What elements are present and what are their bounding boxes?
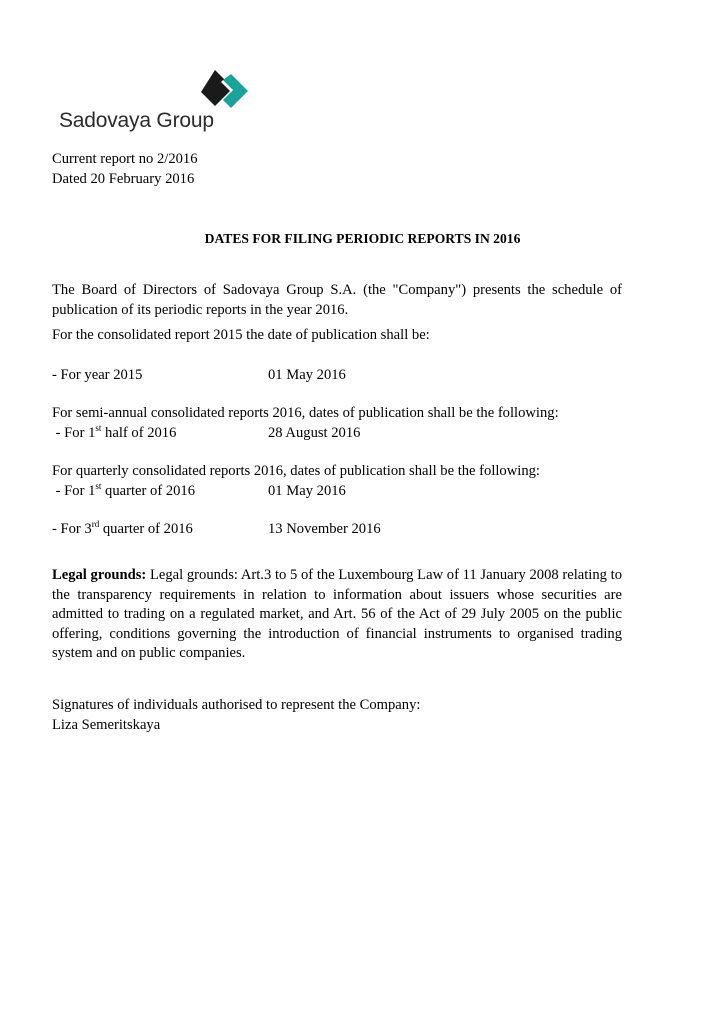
signatures-heading: Signatures of individuals authorised to represent the Company: bbox=[52, 697, 421, 713]
report-date: Dated 20 February 2016 bbox=[52, 171, 195, 187]
schedule-item-q3-2016 bbox=[52, 519, 381, 540]
legal-grounds-label: Legal grounds: bbox=[52, 567, 147, 583]
schedule-item-label: - For 1st quarter of 2016 bbox=[52, 481, 196, 499]
legal-grounds-paragraph bbox=[52, 566, 622, 664]
company-name: Sadovaya Group bbox=[59, 109, 214, 132]
schedule-item-date: 28 August 2016 bbox=[268, 425, 361, 441]
schedule-item-label: - For 1st half of 2016 bbox=[52, 423, 177, 441]
schedule-item-half-2016 bbox=[52, 423, 361, 444]
schedule-item-label: - For year 2015 bbox=[52, 367, 143, 383]
schedule-item-q1-2016 bbox=[52, 481, 346, 502]
quarterly-heading: For quarterly consolidated reports 2016, dates of publication shall be the following: bbox=[52, 463, 540, 479]
schedule-item-date: 01 May 2016 bbox=[268, 367, 346, 383]
report-number: Current report no 2/2016 bbox=[52, 151, 198, 167]
company-logo bbox=[57, 68, 257, 138]
legal-grounds-text: Legal grounds: Art.3 to 5 of the Luxembourg Law of 11 January 2008 relating to the transparency requirements in relation to information about issuers whose securities are admitted to trading on a regulated market, and Art. 56 of the Act of 29 July 2005 on the public offering, conditions governing the introduction of financial instruments to organised trading system and on public companies. bbox=[52, 567, 622, 661]
schedule-item-label: - For 3rd quarter of 2016 bbox=[52, 519, 193, 537]
semiannual-heading: For semi-annual consolidated reports 2016, dates of publication shall be the following: bbox=[52, 405, 559, 421]
schedule-item-date: 01 May 2016 bbox=[268, 483, 346, 499]
schedule-item-date: 13 November 2016 bbox=[268, 521, 381, 537]
intro-paragraph: The Board of Directors of Sadovaya Group S.A. (the "Company") presents the schedule of publication of its periodic reports in the year 2016. bbox=[52, 282, 622, 318]
consolidated-heading: For the consolidated report 2015 the date of publication shall be: bbox=[52, 327, 430, 343]
page-title: DATES FOR FILING PERIODIC REPORTS IN 2016 bbox=[204, 231, 521, 246]
signatory-name: Liza Semeritskaya bbox=[52, 717, 161, 733]
schedule-item-year-2015 bbox=[52, 366, 346, 386]
